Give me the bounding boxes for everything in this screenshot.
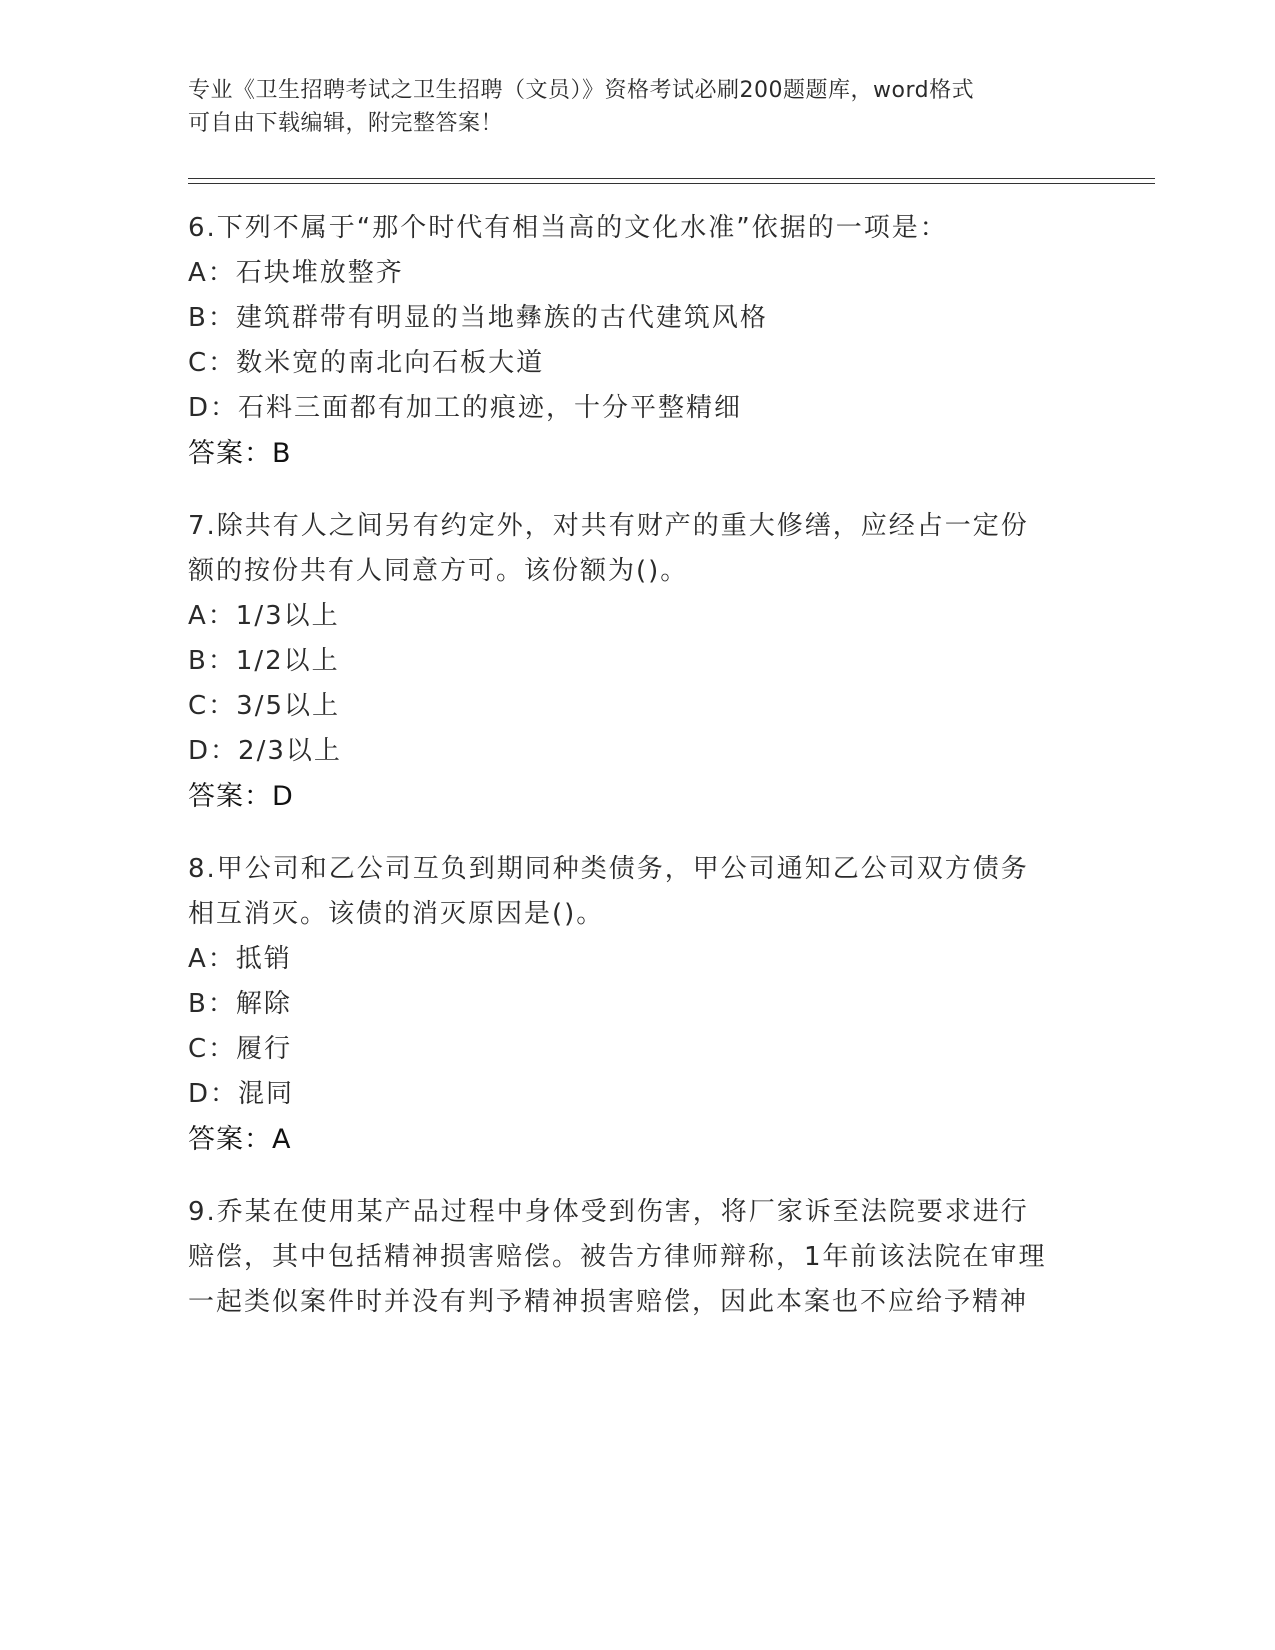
option-b: B：1/2以上 — [188, 646, 340, 676]
question-stem: 8.甲公司和乙公司互负到期同种类债务，甲公司通知乙公司双方债务 — [188, 854, 1029, 884]
option-d: D：混同 — [188, 1079, 295, 1109]
header-line-2: 可自由下载编辑，附完整答案！ — [188, 111, 504, 136]
option-d: D：石料三面都有加工的痕迹，十分平整精细 — [188, 393, 743, 423]
question-stem: 7.除共有人之间另有约定外，对共有财产的重大修缮，应经占一定份 — [188, 511, 1029, 541]
option-b: B：解除 — [188, 989, 292, 1019]
option-c: C：数米宽的南北向石板大道 — [188, 348, 545, 378]
question-9 — [188, 1190, 1088, 1325]
option-a: A：1/3以上 — [188, 601, 340, 631]
answer-label: 答案：D — [188, 781, 294, 812]
option-c: C：3/5以上 — [188, 691, 340, 721]
question-6 — [188, 206, 1088, 476]
answer-label: 答案：A — [188, 1124, 292, 1155]
header-line-1: 专业《卫生招聘考试之卫生招聘（文员）》资格考试必刷200题题库，word格式 — [188, 78, 975, 103]
question-list — [188, 206, 1088, 1353]
option-a: A：抵销 — [188, 944, 292, 974]
header-divider — [188, 178, 1155, 184]
question-stem: 9.乔某在使用某产品过程中身体受到伤害，将厂家诉至法院要求进行 — [188, 1197, 1029, 1227]
question-8 — [188, 847, 1088, 1162]
question-stem: 额的按份共有人同意方可。该份额为()。 — [188, 556, 689, 586]
answer-label: 答案：B — [188, 438, 292, 469]
question-stem: 一起类似案件时并没有判予精神损害赔偿，因此本案也不应给予精神 — [188, 1287, 1029, 1317]
option-a: A：石块堆放整齐 — [188, 258, 404, 288]
option-d: D：2/3以上 — [188, 736, 342, 766]
option-b: B：建筑群带有明显的当地彝族的古代建筑风格 — [188, 303, 768, 333]
question-stem: 6.下列不属于“那个时代有相当高的文化水准”依据的一项是： — [188, 213, 948, 243]
question-stem: 赔偿，其中包括精神损害赔偿。被告方律师辩称，1年前该法院在审理 — [188, 1242, 1047, 1272]
document-header — [188, 74, 1088, 140]
option-c: C：履行 — [188, 1034, 293, 1064]
question-7 — [188, 504, 1088, 819]
question-stem: 相互消灭。该债的消灭原因是()。 — [188, 899, 605, 929]
